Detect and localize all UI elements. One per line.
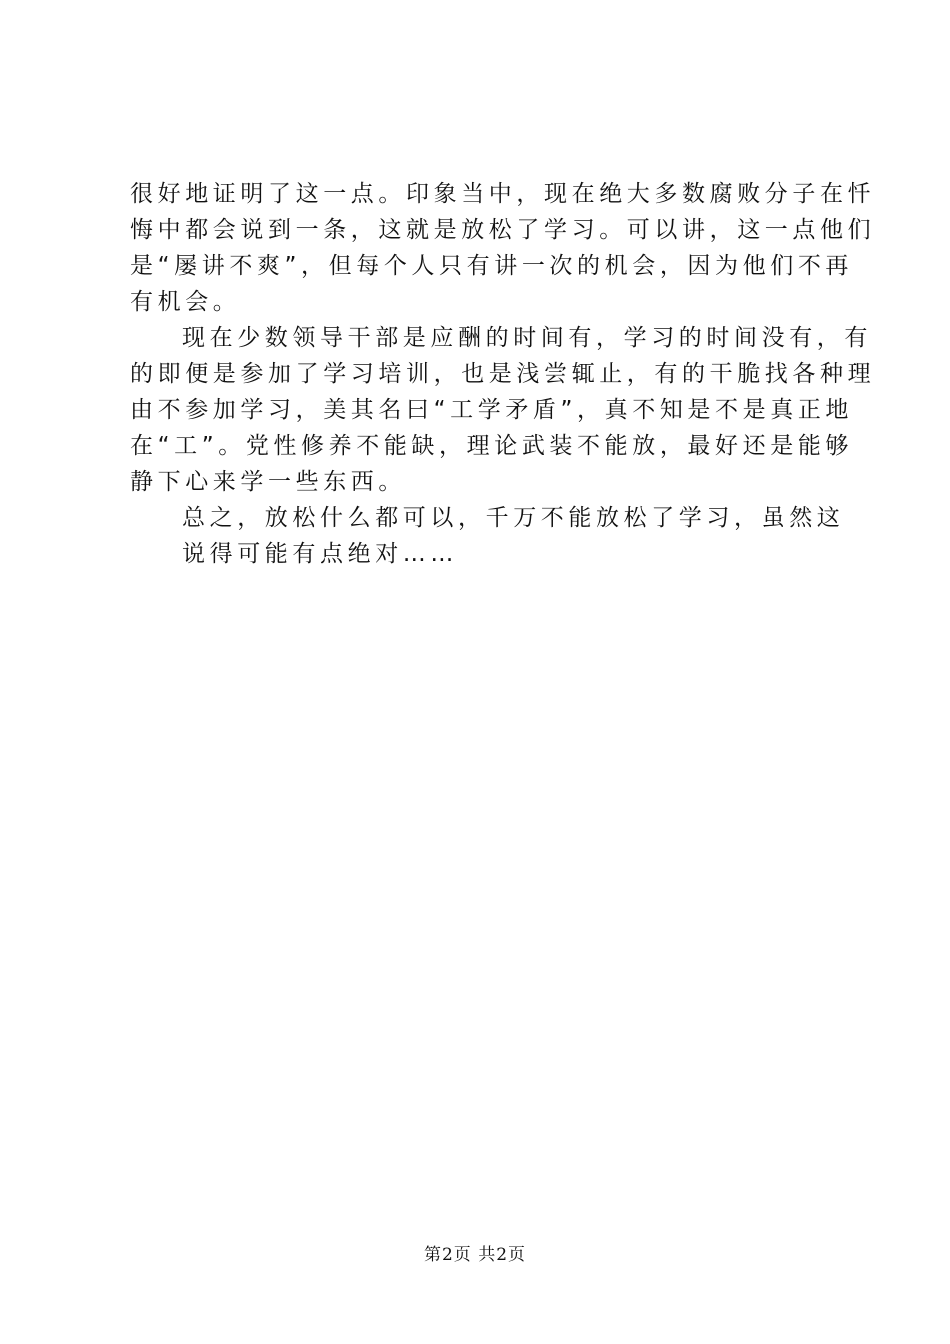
body-line: 是“屡讲不爽”，但每个人只有讲一次的机会，因为他们不再 [130,253,854,279]
page-number-footer: 第2页 共2页 [423,1245,527,1265]
body-line: 说得可能有点绝对…… [182,541,458,567]
body-line: 很好地证明了这一点。印象当中，现在绝大多数腐败分子在忏 [130,181,876,207]
body-line: 有机会。 [130,289,241,315]
body-line: 的即便是参加了学习培训，也是浅尝辄止，有的干脆找各种理 [130,361,876,387]
document-body [130,176,876,572]
body-line: 现在少数领导干部是应酬的时间有，学习的时间没有，有 [182,325,872,351]
body-line: 在“工”。党性修养不能缺，理论武装不能放，最好还是能够 [130,433,854,459]
body-line: 总之，放松什么都可以，千万不能放松了学习，虽然这 [182,505,845,531]
body-line: 静下心来学一些东西。 [130,469,406,495]
body-line: 悔中都会说到一条，这就是放松了学习。可以讲，这一点他们 [130,217,876,243]
body-line: 由不参加学习，美其名曰“工学矛盾”，真不知是不是真正地 [130,397,854,423]
